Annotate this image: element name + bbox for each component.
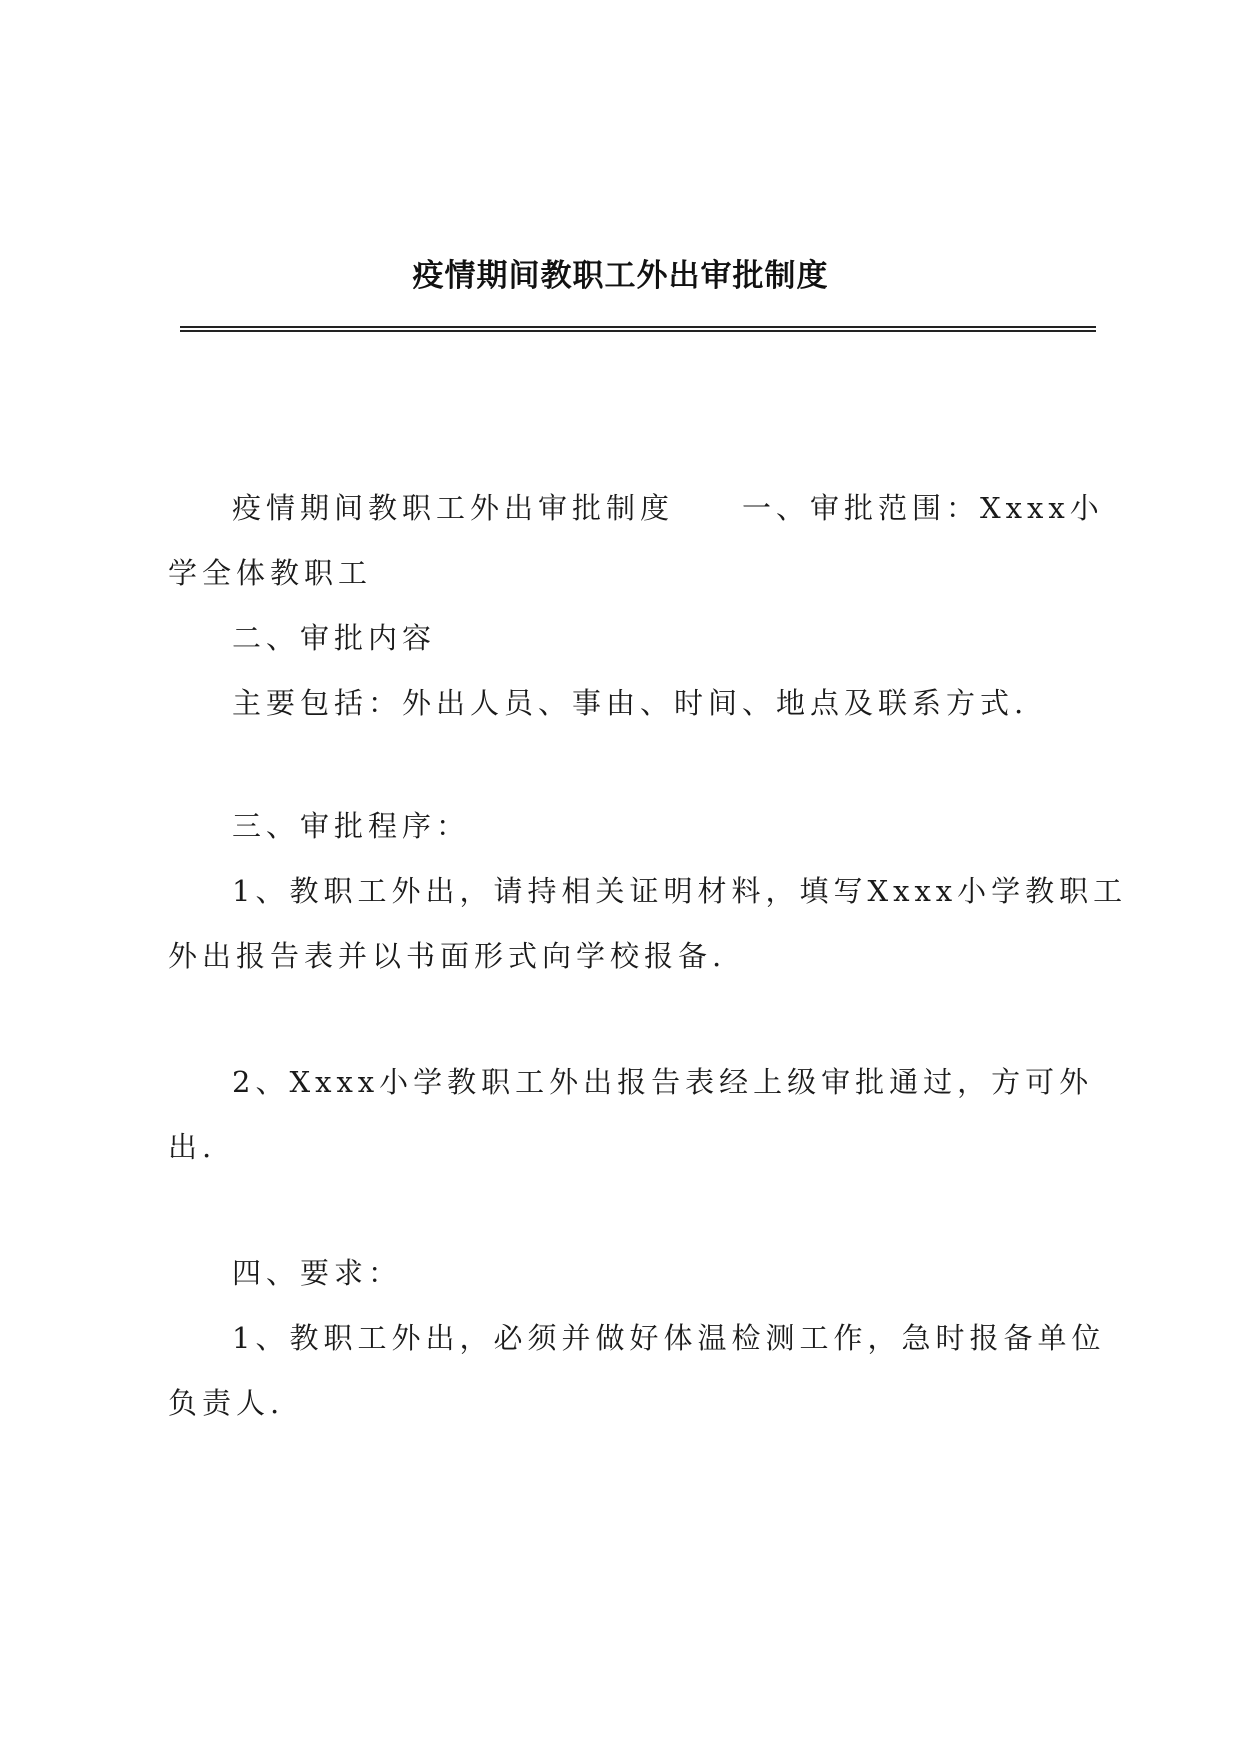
section-heading: 四、要求： <box>232 1256 403 1290</box>
document-title: 疫情期间教职工外出审批制度 <box>412 258 829 294</box>
paragraph-line: 学全体教职工 <box>168 556 373 590</box>
paragraph-line: 主要包括：外出人员、事由、时间、地点及联系方式. <box>232 686 1029 720</box>
paragraph-line: 出. <box>168 1130 217 1164</box>
paragraph-line: 外出报告表并以书面形式向学校报备. <box>168 939 727 973</box>
paragraph-line: 1、教职工外出，请持相关证明材料，填写Xxxx小学教职工 <box>232 874 1128 908</box>
section-heading: 三、审批程序： <box>232 809 471 843</box>
paragraph-line: 负责人. <box>168 1386 285 1420</box>
paragraph-line: 疫情期间教职工外出审批制度 一、审批范围：Xxxx小 <box>232 491 1104 525</box>
paragraph-line: 1、教职工外出，必须并做好体温检测工作，急时报备单位 <box>232 1321 1106 1355</box>
paragraph-line: 2、Xxxx小学教职工外出报告表经上级审批通过，方可外 <box>232 1065 1094 1099</box>
section-heading: 二、审批内容 <box>232 621 437 655</box>
title-double-rule <box>180 326 1096 332</box>
